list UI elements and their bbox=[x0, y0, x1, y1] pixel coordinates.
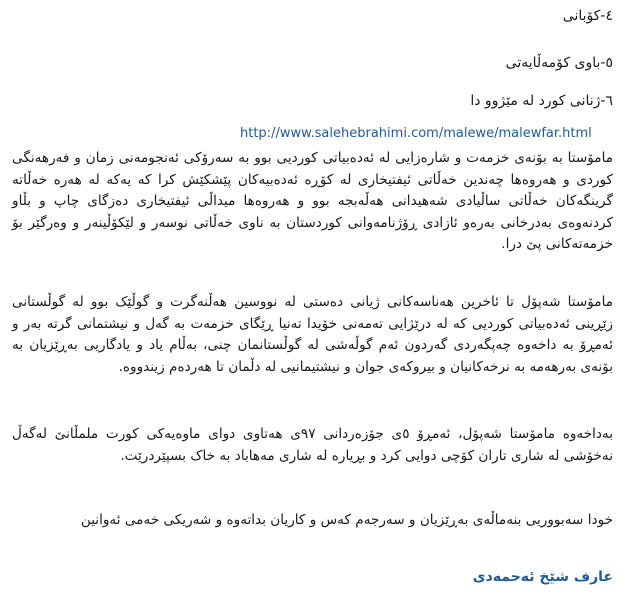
source-link[interactable]: http://www.salehebrahimi.com/malewe/malewfar.html bbox=[240, 126, 592, 141]
list-item-social-father: ٥-باوی کۆمەڵایەتی bbox=[505, 55, 613, 71]
list-item-kobani: ٤-کۆبانی bbox=[562, 8, 613, 24]
author-signature: عارف شێخ ئەحمەدی bbox=[472, 569, 613, 585]
paragraph-condolence: خودا سەبووریی بنەماڵەی بەڕێزیان و سەرجەم کەس و کاریان بداتەوە و شەریکی خەمی ئەوانین bbox=[80, 512, 613, 528]
list-item-kurdish-women-history: ٦-ژنانی کورد لە مێژوو دا bbox=[470, 93, 613, 109]
paragraph-honors: مامۆستا بە بۆنەی خزمەت و شارەزایی لە ئەدەبیاتی کوردیی بوو بە سەرۆکی ئەنجومەنی زمان و فەرهەنگی کوردی و هەروەها چەندین خەڵاتی ئیفتیخاری لە کۆڕە ئەدەبیەکان پێشکێش کرا کە یەکە لە هەرە خەڵاتە گرینگەکان خەڵاتی ساڵیادی شەهیدانی هەڵەبجە بوو و هەروەها میداڵی ئیفتیخاری دەزگای چاپ و بڵاو کردنەوەی بەدرخانی بەرەو ئازادی ڕۆژنامەوانی کوردستان بە ناوی خەڵاتی نوسەر و لێکۆڵینەر و وەرگێر بۆ خزمەتەکانی پێ درا. bbox=[12, 150, 613, 253]
paragraph-passing: بەداخەوە مامۆستا شەپۆل، ئەمڕۆ ٥ی جۆزەردانی ٩٧ی هەتاوی دوای ماوەیەکی کورت ملمڵانێ لەگەڵ نەخۆشی لە شاری تاران کۆچی دوایی کرد و بڕیارە لە شاری مەهاباد بە خاک بسپێردرێت. bbox=[12, 426, 613, 464]
paragraph-legacy: مامۆستا شەپۆل تا ئاخرین هەناسەکانی ژیانی دەستی لە نووسین هەڵنەگرت و گوڵێک بوو لە گوڵستانی زێڕینی ئەدەبیاتی کوردیی کە لە درێژایی تەمەنی خۆیدا تەنیا ڕێگای خزمەت بە گەل و نیشتمانی گرتە بەر و ئەمڕۆ بە داخەوە چەپگەردی گەردون ئەم گوڵەشی لە گوڵستانمان چنی، بەڵام یاد و یادگاریی بەڕێزیان بە بۆنەی بەرهەمە بە نرخەکانیان و بیروکەی جوان و نیشتیمانیی لە دڵمان تا هەردەم زیندووە. bbox=[12, 294, 613, 375]
